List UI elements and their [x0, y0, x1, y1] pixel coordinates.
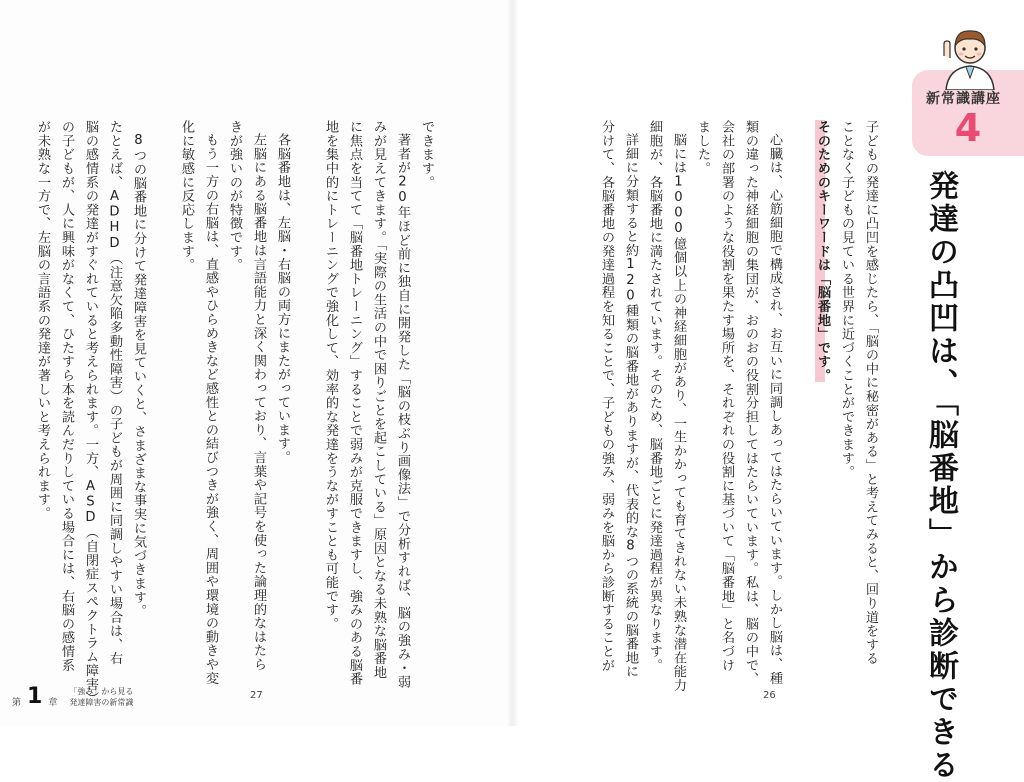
- text-line: の子どもが、人に興味がなくて、ひたすら本を読んだりしている場合には、右脳の感情系: [59, 120, 74, 672]
- text-line: 地を集中的にトレーニングで強化して、効率的な発達をうながすことも可能です。: [323, 120, 338, 631]
- text-line: 化に敏感に反応します。: [179, 120, 194, 272]
- page-title: 発達の凸凹は、「脳番地」から診断できる: [923, 170, 958, 782]
- text-line: ことなく子どもの見ている世界に近づくことができます。: [839, 120, 854, 479]
- text-line: 類の違った神経細胞の集団が、おのおの役割分担してはたらいています。私は、脳の中で、: [743, 120, 758, 686]
- text-line: きが強いのが特徴です。: [227, 120, 242, 272]
- page-number-left: 27: [250, 690, 263, 701]
- gutter: [507, 0, 519, 726]
- text-line: 心臓は、心筋細胞で構成され、お互いに同調しあってはたらいています。しかし脳は、種: [767, 133, 782, 685]
- text-line: 著者が20年ほど前に独自に開発した「脳の枝ぶり画像法」で分析すれば、脳の強み・弱: [395, 133, 410, 689]
- chapter-label: [12, 686, 133, 708]
- text-line: たとえば、ADHD（注意欠陥多動性障害）の子どもが周囲に同調しやすい場合は、右: [107, 120, 122, 666]
- text-line: もう一方の右脳は、直感やひらめきなど感性との結びつきが強く、周囲や環境の動きや変: [203, 133, 218, 685]
- text-line: 脳には1000億個以上の神経細胞があり、一生かかっても育てきれない未熟な潜在能力: [671, 133, 686, 693]
- text-line: 脳の感情系の発達がすぐれていると考えられます。一方、ASD（自閉症スペクトラム障害）: [83, 120, 98, 705]
- text-line: みが見えてきます。「実際の生活の中で困りごとを起こしている」原因となる未熟な脳番地: [371, 120, 386, 680]
- text-line: 子どもの発達に凸凹を感じたら、「脳の中に秘密がある」と考えてみると、回り道をする: [863, 120, 878, 666]
- text-line: 会社の部署のような役割を果たす場所を、それぞれの役割に基づいて「脳番地」と名づけ: [719, 120, 734, 672]
- keyword-line: [810, 120, 834, 382]
- text-line: に焦点を当てて「脳番地トレーニング」することで弱みが克服できますし、強みのある脳番: [347, 120, 362, 686]
- text-line: 詳細に分類すると約120種類の脳番地がありますが、代表的な8つの系統の脳番地に: [623, 133, 638, 679]
- doctor-icon: [938, 20, 1002, 90]
- text-line: 8つの脳番地に分けて発達障害を見ていくと、さまざまな事実に気づきます。: [131, 133, 146, 618]
- text-line: 各脳番地は、左脳・右脳の両方にまたがっています。: [275, 133, 290, 465]
- text-line: ました。: [695, 120, 710, 176]
- badge-number: 4: [954, 106, 982, 150]
- badge-label: 新常識講座: [926, 91, 1001, 107]
- chapter-suffix: 章: [48, 698, 58, 708]
- text-line: が未熟な一方で、左脳の言語系の発達が著しいと考えられます。: [35, 120, 50, 521]
- page-number-right: 26: [763, 690, 776, 701]
- text-line: できます。: [419, 120, 434, 189]
- text-line: 左脳にある脳番地は言語能力と深く関わっており、言葉や記号を使った論理的なはたら: [251, 133, 266, 672]
- text-line: 細胞が、各脳番地に満たされています。そのため、脳番地ごとに発達過程が異なります。: [647, 120, 662, 672]
- chapter-number: 1: [27, 684, 43, 709]
- keyword-highlight: そのためのキーワードは「脳番地」です。: [815, 120, 830, 383]
- text-line: 分けて、各脳番地の発達過程を知ることで、子どもの強み、弱みを脳から診断することが: [599, 120, 614, 672]
- chapter-subtitle: 「強み」から見る 発達障害の新常識: [69, 687, 134, 707]
- chapter-prefix: 第: [12, 698, 22, 708]
